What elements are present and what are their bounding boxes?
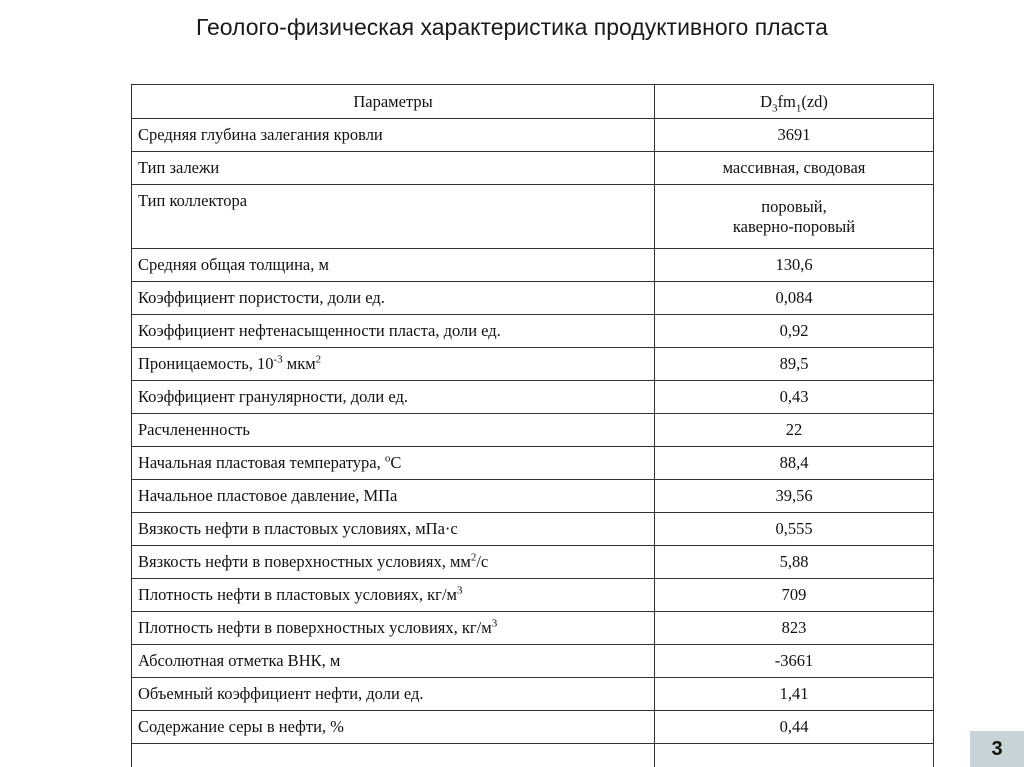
value-cell: 89,5 [655,348,934,381]
table-row [132,579,934,612]
value-cell: 5,88 [655,546,934,579]
value-cell: 0,43 [655,381,934,414]
table-row [132,678,934,711]
value-cell: 823 [655,612,934,645]
table-row [132,315,934,348]
value-cell: 39,56 [655,480,934,513]
param-cell: Расчлененность [132,414,655,447]
table-row [132,185,934,249]
table-row [132,711,934,744]
table-row [132,612,934,645]
header-formation-index [655,85,934,119]
value-cell [655,185,934,249]
param-cell [132,348,655,381]
param-text: мкм [282,354,316,373]
value-line-1: поровый, [761,196,827,216]
formation-horizon: (zd) [801,91,828,111]
param-superscript: 2 [315,353,322,366]
param-cell: Вязкость нефти в пластовых условиях, мПа·с [132,513,655,546]
param-cell: Тип коллектора [132,185,655,249]
param-text: /с [476,552,489,571]
table-row-partial [132,744,934,767]
param-text: Плотность нефти в поверхностных условиях, кг/м [138,618,492,637]
param-superscript: 3 [491,617,498,630]
param-text: Плотность нефти в пластовых условиях, кг/м [138,585,457,604]
table-row [132,480,934,513]
formation-sub-1: 3 [772,101,778,114]
table-row [132,645,934,678]
param-superscript: -3 [273,353,283,366]
page-number-badge: 3 [970,731,1024,767]
table-header-row [132,85,934,119]
table-row [132,119,934,152]
param-cell: Средняя общая толщина, м [132,249,655,282]
param-text: С [390,453,402,472]
value-cell: 0,555 [655,513,934,546]
value-cell: 3691 [655,119,934,152]
slide-title: Геолого-физическая характеристика продуктивного пласта [196,14,828,40]
param-text: Проницаемость, 10 [138,354,274,373]
formation-stage: fm [777,91,796,111]
param-cell [132,744,655,767]
value-cell [655,744,934,767]
param-superscript: о [384,452,391,465]
parameters-table [131,84,934,767]
table-row [132,348,934,381]
table-row [132,249,934,282]
header-parameters: Параметры [132,85,655,119]
param-cell: Начальное пластовое давление, МПа [132,480,655,513]
table-row [132,513,934,546]
value-line-2: каверно-поровый [732,216,856,236]
value-cell: -3661 [655,645,934,678]
param-superscript: 2 [470,551,477,564]
param-cell: Коэффициент нефтенасыщенности пласта, доли ед. [132,315,655,348]
param-text: Начальная пластовая температура, [138,453,385,472]
table-row [132,414,934,447]
value-cell: 130,6 [655,249,934,282]
value-cell: 0,084 [655,282,934,315]
table-row [132,381,934,414]
formation-letter: D [760,91,772,111]
param-cell: Коэффициент пористости, доли ед. [132,282,655,315]
param-superscript: 3 [456,584,463,597]
value-cell: 0,44 [655,711,934,744]
param-cell [132,612,655,645]
param-cell [132,579,655,612]
param-cell [132,546,655,579]
table-row [132,447,934,480]
formation-sub-2: 1 [795,101,802,114]
table-row [132,546,934,579]
param-cell: Объемный коэффициент нефти, доли ед. [132,678,655,711]
value-cell: 88,4 [655,447,934,480]
value-cell: 0,92 [655,315,934,348]
param-cell [132,447,655,480]
value-cell: массивная, сводовая [655,152,934,185]
param-text: Вязкость нефти в поверхностных условиях, мм [138,552,471,571]
value-cell: 709 [655,579,934,612]
param-cell: Средняя глубина залегания кровли [132,119,655,152]
param-cell: Коэффициент гранулярности, доли ед. [132,381,655,414]
table-row [132,152,934,185]
param-cell: Тип залежи [132,152,655,185]
value-cell: 22 [655,414,934,447]
param-cell: Содержание серы в нефти, % [132,711,655,744]
param-cell: Абсолютная отметка ВНК, м [132,645,655,678]
table-row [132,282,934,315]
value-cell: 1,41 [655,678,934,711]
